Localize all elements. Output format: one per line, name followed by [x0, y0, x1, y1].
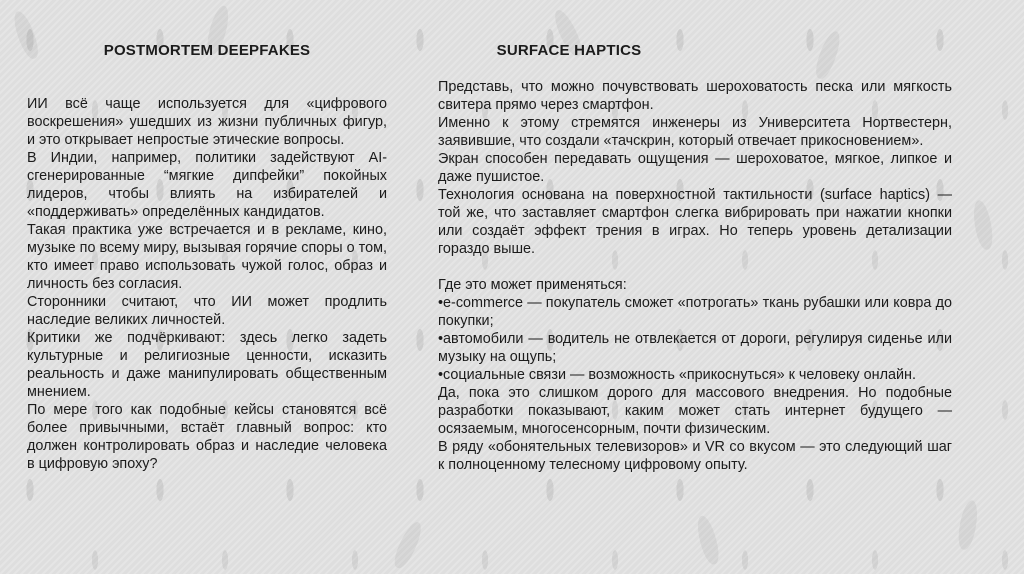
fish-decoration	[812, 29, 844, 81]
left-paragraph: Критики же подчёркивают: здесь легко задеть культурные и религиозные ценности, исказить реальность и даже манипулировать общественным мнением.	[27, 330, 387, 400]
left-paragraph: В Индии, например, политики задействуют AI-сгенерированные “мягкие дипфейки” покойных лидеров, чтобы влиять на избирателей и «поддерживать» определённых кандидатов.	[27, 150, 387, 220]
right-body	[438, 78, 952, 474]
right-closing-paragraph: Да, пока это слишком дорого для массового внедрения. Но подобные разработки показывают, каким может стать интернет будущего — осязаемым, многосенсорным, почти физическим.	[438, 385, 952, 437]
list-item: •автомобили — водитель не отвлекается от дороги, регулируя сиденье или музыку на ощупь;	[438, 331, 952, 365]
fish-decoration	[390, 519, 426, 571]
right-paragraph: Представь, что можно почувствовать шероховатость песка или мягкость свитера прямо через смартфон.	[438, 79, 952, 113]
left-paragraph: Такая практика уже встречается и в рекламе, кино, музыке по всему миру, вызывая горячие споры о том, кто имеет право использовать чужой голос, образ и личность без согласия.	[27, 222, 387, 292]
right-paragraph: Экран способен передавать ощущения — шероховатое, мягкое, липкое и даже пушистое.	[438, 151, 952, 185]
left-body	[27, 95, 387, 473]
list-item: •e-commerce — покупатель сможет «потрогать» ткань рубашки или ковра до покупки;	[438, 295, 952, 329]
right-title: SURFACE HAPTICS	[496, 42, 642, 59]
left-paragraph: По мере того как подобные кейсы становятся всё более привычными, встаёт главный вопрос: кто должен контролировать образ и наследие человека в цифровую эпоху?	[27, 402, 387, 472]
left-paragraph: Сторонники считают, что ИИ может продлить наследие великих личностей.	[27, 294, 387, 328]
list-heading: Где это может применяться:	[438, 277, 627, 293]
right-paragraph: Именно к этому стремятся инженеры из Университета Нортвестерн, заявившие, что создали «тачскрин, который отвечает прикосновением».	[438, 115, 952, 149]
fish-decoration	[694, 514, 722, 566]
left-title: POSTMORTEM DEEPFAKES	[103, 42, 311, 59]
fish-decoration	[956, 499, 980, 551]
fish-decoration	[971, 199, 995, 251]
right-paragraph: Технология основана на поверхностной тактильности (surface haptics) — той же, что заставляет смартфон слегка вибрировать при нажатии кнопки или создаёт эффект трения в играх. Но теперь уровень детализации гораздо выше.	[438, 187, 952, 257]
right-closing-paragraph: В ряду «обонятельных телевизоров» и VR со вкусом — это следующий шаг к полноценному телесному цифровому опыту.	[438, 439, 952, 473]
list-item: •социальные связи — возможность «прикоснуться» к человеку онлайн.	[438, 367, 916, 383]
left-paragraph: ИИ всё чаще используется для «цифрового воскрешения» ушедших из жизни публичных фигур, и это открывает непростые этические вопросы.	[27, 96, 387, 148]
spacer	[438, 258, 952, 276]
